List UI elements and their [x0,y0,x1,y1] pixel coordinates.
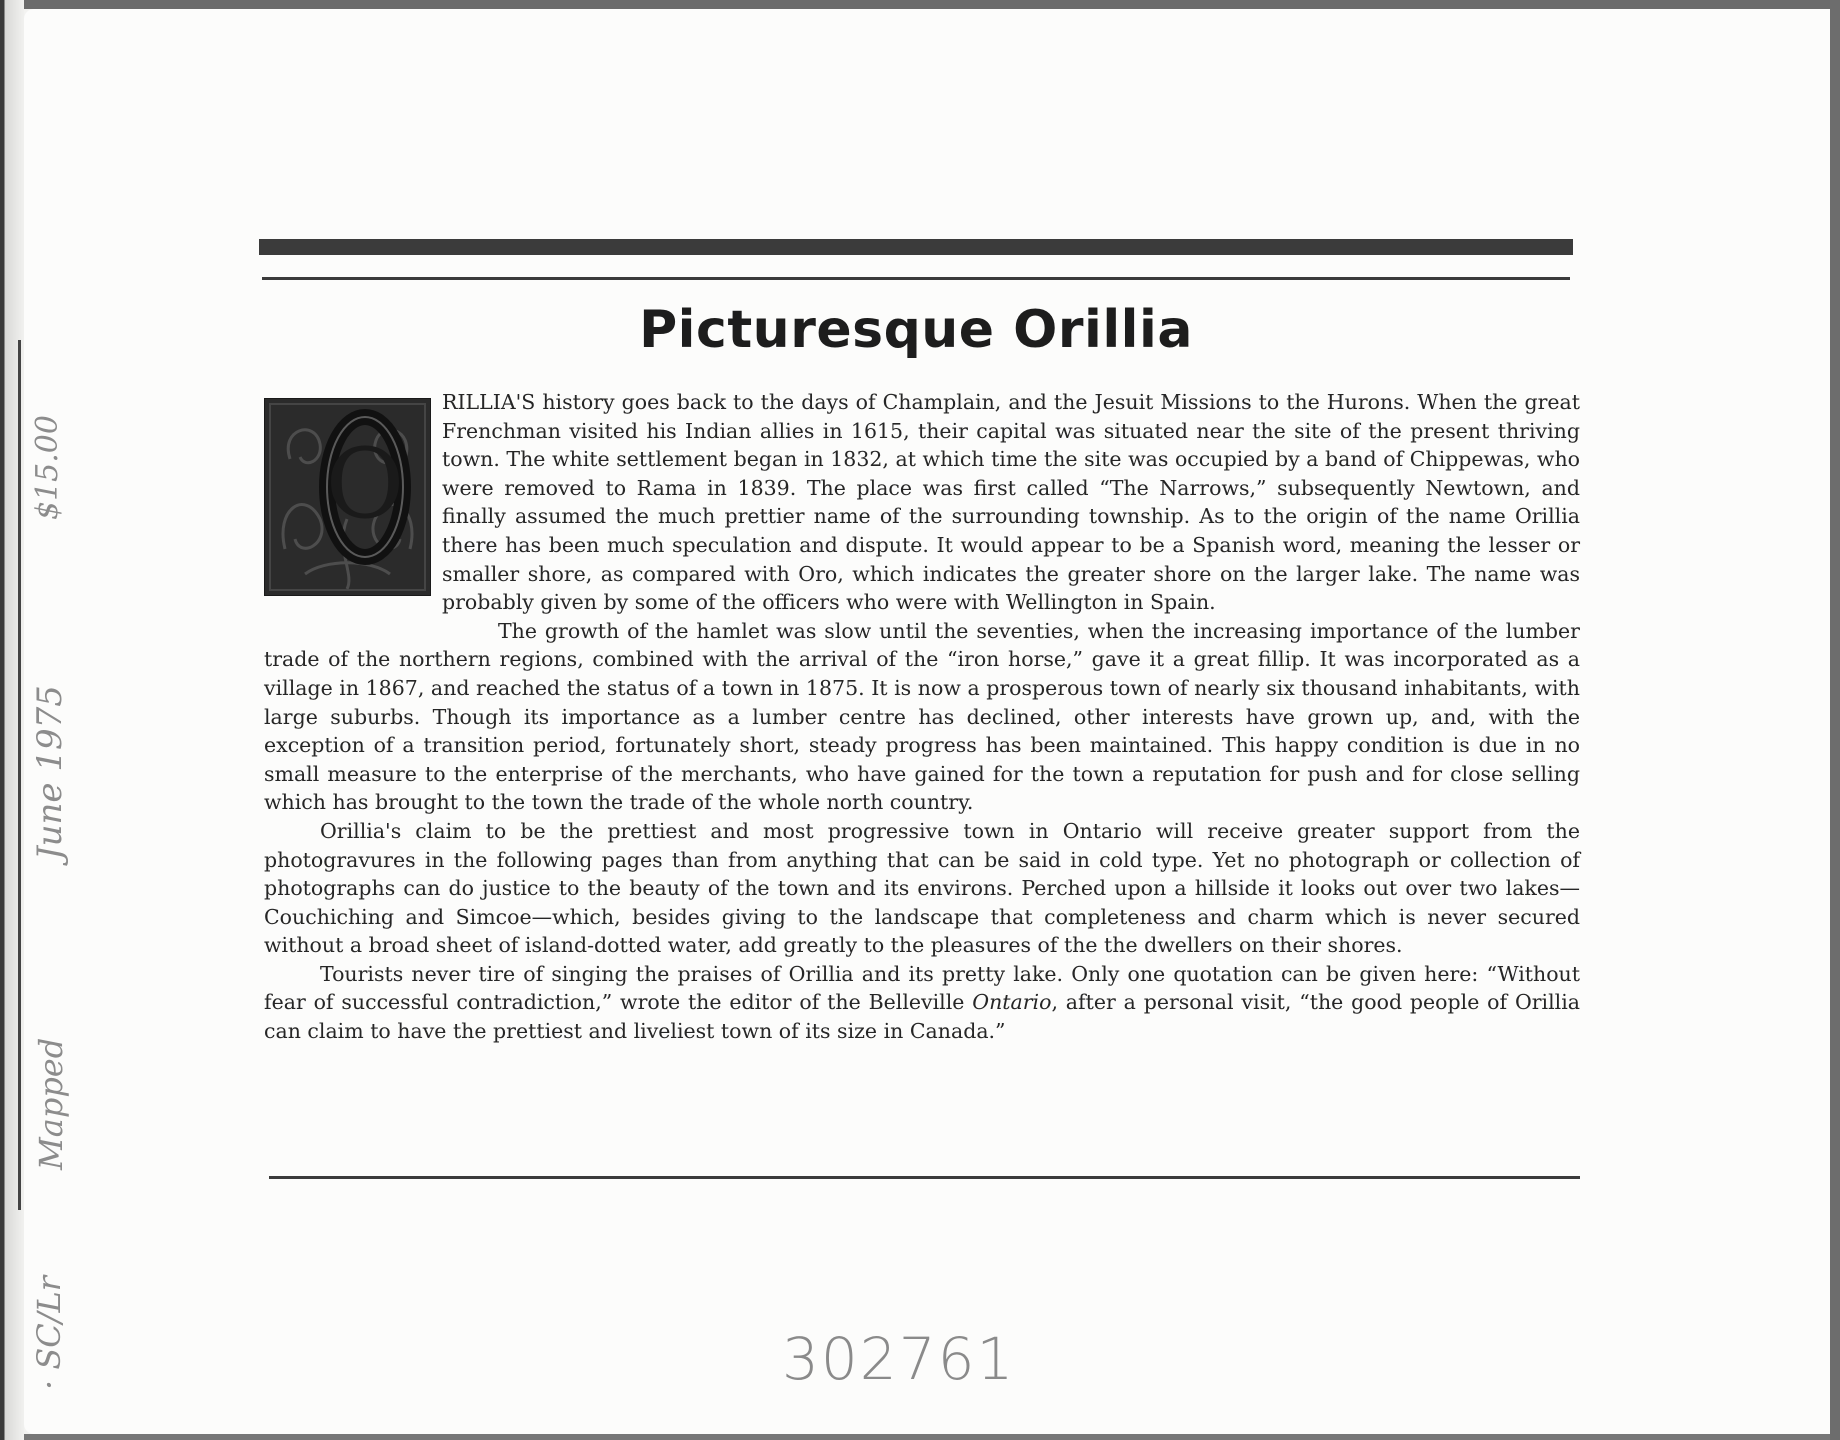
paragraph-4 [264,960,1580,1046]
scan-right-edge [1830,0,1840,1440]
scan-top-edge [0,0,1840,9]
pencil-note-shelfmark: · SC/Lr [30,1275,68,1390]
pencil-note-date: June 1975 [30,685,70,860]
newspaper-name: Ontario [972,990,1052,1015]
accession-number: 302761 [782,1325,1016,1393]
drop-cap-letter: O [325,428,405,540]
paragraph-4-end: , after a personal visit, “the good people of Orillia can claim to have the prettiest and liveliest town of its size in Canada.” [264,990,1581,1044]
pencil-note-price: $15.00 [30,415,65,520]
paragraph-2: The growth of the hamlet was slow until the seventies, when the increasing importance of the lumber trade of the northern regions, combined with the arrival of the “iron horse,” gave it a great fillip. It was incorporated as a village in 1867, and reached the status of a town in 1875. It is now a prosperous town of nearly six thousand inhabitants, with large suburbs. Though its importance as a lumber centre has declined, other interests have grown up, and, with the exception of a transition period, fortunately short, steady progress has been maintained. This happy condition is due in no small measure to the enterprise of the merchants, who have gained for the town a reputation for push and for close selling which has brought to the town the trade of the whole north country. [264,618,1580,815]
page-title: Picturesque Orillia [639,300,1193,360]
paragraph-4-start: Tourists never tire of singing the praises of Orillia and its pretty lake. Only one quotation can be given here: “Without fear of successful contradiction,” wrote the editor of the Belleville [264,961,1580,1015]
header-rule-thick [259,239,1573,255]
binding-rule [18,340,21,1210]
paragraph-1: RILLIA'S history goes back to the days of Champlain, and the Jesuit Missions to the Hurons. When the great Frenchman visited his Indian allies in 1615, their capital was situated near the site of the present thriving town. The white settlement began in 1832, at which time the site was occupied by a band of Chippewas, who were removed to Rama in 1839. The place was first called “The Narrows,” subsequently Newtown, and finally assumed the much prettier name of the surrounding township. As to the origin of the name Orillia there has been much speculation and dispute. It would appear to be a Spanish word, meaning the lesser or smaller shore, as compared with Oro, which indicates the greater shore on the larger lake. The name was probably given by some of the officers who were with Wellington in Spain. [442,390,1580,615]
article-body [264,388,1580,1046]
drop-cap-space [264,388,442,620]
header-rule-thin [262,277,1570,280]
paragraph-3: Orillia's claim to be the prettiest and most progressive town in Ontario will receive greater support from the photogravures in the following pages than from anything that can be said in cold type. Yet no photograph or collection of photographs can do justice to the beauty of the town and its environs. Perched upon a hillside it looks out over two lakes—Couchiching and Simcoe—which, besides giving to the landscape that completeness and charm which is never secured without a broad sheet of island-dotted water, add greatly to the pleasures of the the dwellers on their shores. [264,818,1580,958]
footer-rule [269,1176,1580,1179]
pencil-note-mapped: Mapped [32,1037,70,1170]
scan-bottom-edge [0,1434,1840,1440]
